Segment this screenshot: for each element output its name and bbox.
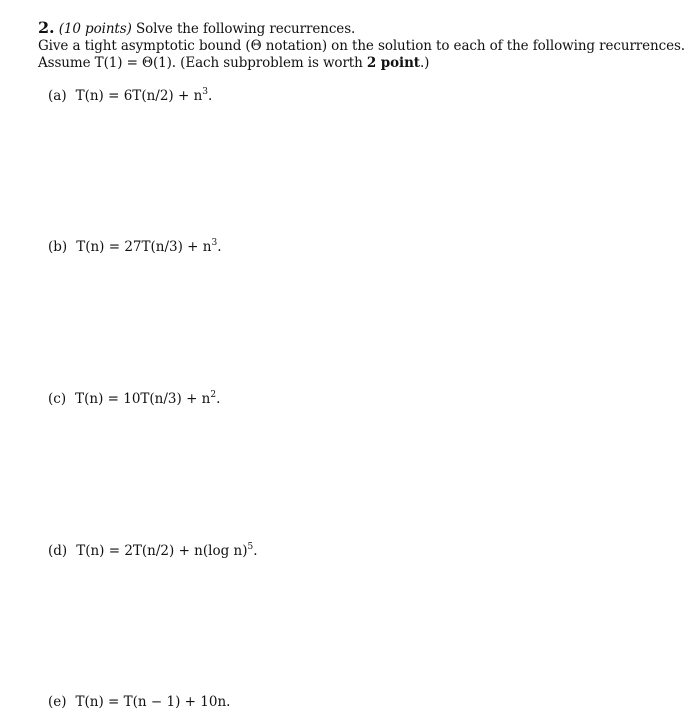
- subproblem-label: (d): [48, 543, 68, 559]
- subproblem-exponent: 5: [247, 542, 254, 552]
- problem-number: 2.: [38, 18, 55, 37]
- subproblem-equation: T(n) = 10T(n/3) + n: [75, 391, 211, 407]
- problem-instruction: Give a tight asymptotic bound (Θ notation) on the solution to each of the following recurrences.: [38, 38, 686, 54]
- assumption-points: 2 point: [366, 55, 420, 71]
- subproblem-period: .: [253, 543, 258, 559]
- subproblem-a: [48, 88, 212, 104]
- subproblem-exponent: 3: [202, 87, 209, 97]
- assumption-text: Assume T(1) = Θ(1). (Each subproblem is worth: [38, 55, 367, 71]
- assumption-end: .): [419, 55, 430, 71]
- subproblem-equation: T(n) = T(n − 1) + 10n.: [75, 694, 231, 710]
- subproblem-c: [48, 391, 220, 407]
- problem-assumption: [38, 55, 429, 71]
- problem-points: (10 points): [58, 21, 132, 37]
- subproblem-label: (e): [48, 694, 67, 710]
- subproblem-label: (a): [48, 88, 67, 104]
- subproblem-period: .: [217, 239, 222, 255]
- subproblem-exponent: 2: [210, 390, 217, 400]
- subproblem-b: [48, 239, 221, 255]
- problem-title: Solve the following recurrences.: [135, 21, 356, 37]
- subproblem-period: .: [216, 391, 221, 407]
- subproblem-equation: T(n) = 6T(n/2) + n: [75, 88, 203, 104]
- subproblem-d: [48, 543, 258, 559]
- subproblem-period: .: [208, 88, 213, 104]
- subproblem-e: [48, 694, 230, 710]
- subproblem-label: (c): [48, 391, 67, 407]
- subproblem-equation: T(n) = 2T(n/2) + n(log n): [76, 543, 248, 559]
- subproblem-label: (b): [48, 239, 68, 255]
- subproblem-equation: T(n) = 27T(n/3) + n: [76, 239, 212, 255]
- subproblem-exponent: 3: [211, 238, 218, 248]
- problem-header: [38, 20, 355, 37]
